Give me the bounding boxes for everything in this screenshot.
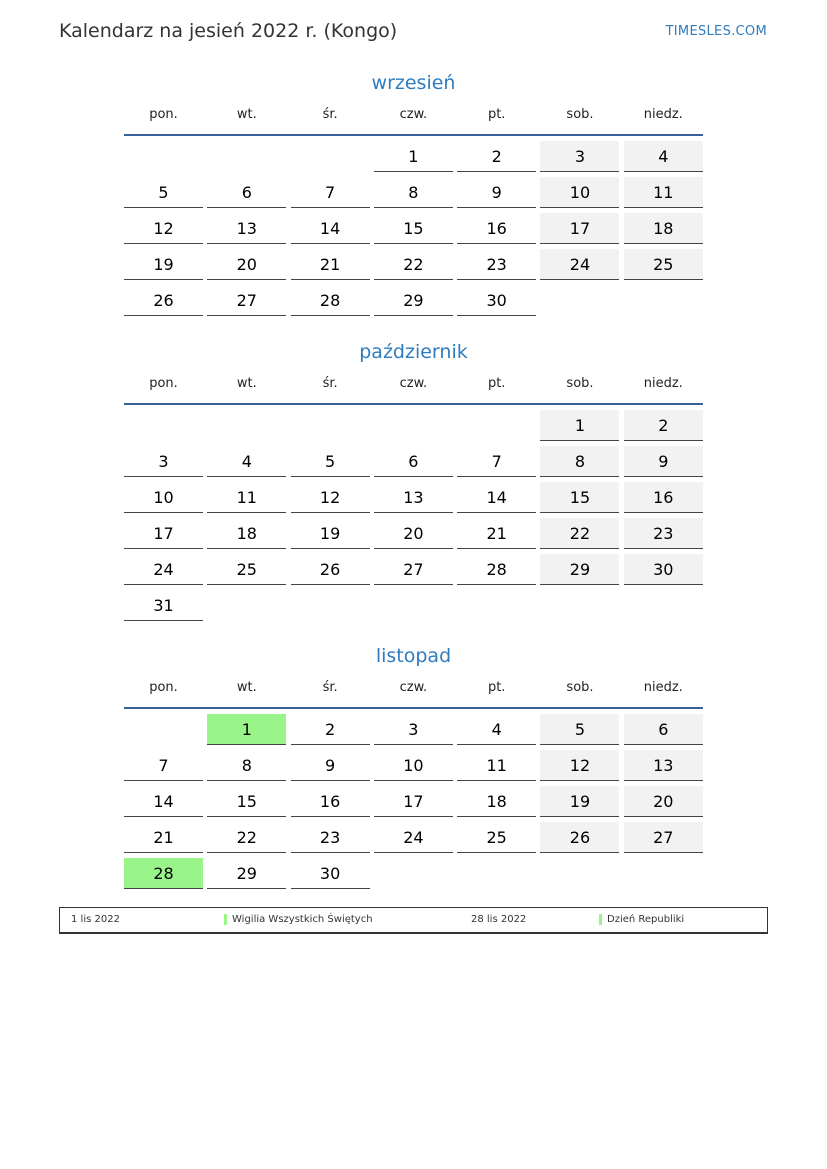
weekday-label: śr. [322, 107, 338, 122]
day-cell: 7 [291, 177, 370, 208]
weekday-label: pt. [487, 376, 506, 391]
day-cell: 13 [207, 213, 286, 244]
days-grid [124, 141, 703, 316]
day-cell: 8 [540, 446, 619, 477]
empty-cell [207, 141, 286, 172]
month-november [124, 643, 703, 889]
day-cell: 8 [207, 750, 286, 781]
day-cell: 23 [624, 518, 703, 549]
day-cell: 5 [291, 446, 370, 477]
day-cell: 10 [540, 177, 619, 208]
day-cell: 22 [540, 518, 619, 549]
weekday-label: pt. [487, 107, 506, 122]
day-cell: 4 [207, 446, 286, 477]
weekday-header [124, 679, 703, 709]
day-cell: 25 [207, 554, 286, 585]
day-cell: 26 [291, 554, 370, 585]
weekday-label: pon. [149, 680, 178, 695]
day-cell: 24 [124, 554, 203, 585]
day-cell: 17 [540, 213, 619, 244]
empty-cell [291, 410, 370, 441]
day-cell: 26 [124, 285, 203, 316]
day-cell: 9 [457, 177, 536, 208]
day-cell: 9 [624, 446, 703, 477]
legend-date-2: 28 lis 2022 [471, 914, 527, 925]
day-cell: 29 [207, 858, 286, 889]
day-cell: 29 [374, 285, 453, 316]
day-cell: 3 [540, 141, 619, 172]
day-cell: 22 [374, 249, 453, 280]
day-cell: 20 [624, 786, 703, 817]
weekday-label: sob. [566, 107, 594, 122]
day-cell: 12 [540, 750, 619, 781]
empty-cell [374, 410, 453, 441]
day-cell: 6 [374, 446, 453, 477]
month-title: listopad [375, 645, 452, 667]
weekday-label: czw. [399, 680, 428, 695]
legend-color-marker-1 [224, 914, 227, 925]
day-cell: 30 [624, 554, 703, 585]
day-cell: 28 [291, 285, 370, 316]
weekday-label: sob. [566, 680, 594, 695]
day-cell: 21 [124, 822, 203, 853]
weekday-label: śr. [322, 680, 338, 695]
holiday-legend [59, 907, 768, 934]
empty-cell [124, 410, 203, 441]
day-cell: 13 [624, 750, 703, 781]
weekday-label: niedz. [643, 376, 683, 391]
weekday-label: niedz. [643, 107, 683, 122]
month-title: październik [359, 341, 468, 363]
month-title: wrzesień [371, 72, 456, 94]
day-cell: 11 [457, 750, 536, 781]
day-cell: 19 [124, 249, 203, 280]
empty-cell [124, 141, 203, 172]
day-cell: 9 [291, 750, 370, 781]
day-cell: 10 [124, 482, 203, 513]
weekday-label: sob. [566, 376, 594, 391]
weekday-label: śr. [322, 376, 338, 391]
month-september [124, 70, 703, 316]
day-cell: 17 [374, 786, 453, 817]
day-cell: 15 [374, 213, 453, 244]
weekday-label: pon. [149, 107, 178, 122]
weekday-label: wt. [236, 680, 257, 695]
page-title: Kalendarz na jesień 2022 r. (Kongo) [59, 20, 398, 42]
day-cell: 19 [291, 518, 370, 549]
day-cell: 14 [291, 213, 370, 244]
day-cell: 24 [540, 249, 619, 280]
day-cell: 20 [207, 249, 286, 280]
day-cell: 2 [291, 714, 370, 745]
holiday-day-cell: 28 [124, 858, 203, 889]
holiday-day-cell: 1 [207, 714, 286, 745]
day-cell: 14 [124, 786, 203, 817]
day-cell: 7 [457, 446, 536, 477]
day-cell: 20 [374, 518, 453, 549]
day-cell: 19 [540, 786, 619, 817]
day-cell: 22 [207, 822, 286, 853]
day-cell: 10 [374, 750, 453, 781]
day-cell: 13 [374, 482, 453, 513]
day-cell: 8 [374, 177, 453, 208]
day-cell: 28 [457, 554, 536, 585]
day-cell: 1 [540, 410, 619, 441]
legend-date-1: 1 lis 2022 [71, 914, 120, 925]
day-cell: 23 [457, 249, 536, 280]
weekday-label: niedz. [643, 680, 683, 695]
day-cell: 15 [540, 482, 619, 513]
days-grid [124, 410, 703, 621]
day-cell: 3 [124, 446, 203, 477]
day-cell: 27 [374, 554, 453, 585]
day-cell: 25 [457, 822, 536, 853]
empty-cell [124, 714, 203, 745]
day-cell: 16 [291, 786, 370, 817]
day-cell: 5 [124, 177, 203, 208]
weekday-header [124, 375, 703, 405]
day-cell: 17 [124, 518, 203, 549]
site-link[interactable]: TIMESLES.COM [665, 24, 767, 39]
day-cell: 27 [624, 822, 703, 853]
day-cell: 26 [540, 822, 619, 853]
day-cell: 29 [540, 554, 619, 585]
day-cell: 21 [457, 518, 536, 549]
weekday-label: czw. [399, 107, 428, 122]
day-cell: 5 [540, 714, 619, 745]
empty-cell [207, 410, 286, 441]
days-grid [124, 714, 703, 889]
day-cell: 18 [624, 213, 703, 244]
weekday-header [124, 106, 703, 136]
day-cell: 31 [124, 590, 203, 621]
day-cell: 21 [291, 249, 370, 280]
weekday-label: wt. [236, 376, 257, 391]
day-cell: 24 [374, 822, 453, 853]
day-cell: 2 [457, 141, 536, 172]
day-cell: 18 [457, 786, 536, 817]
day-cell: 30 [457, 285, 536, 316]
weekday-label: czw. [399, 376, 428, 391]
day-cell: 23 [291, 822, 370, 853]
day-cell: 2 [624, 410, 703, 441]
day-cell: 4 [457, 714, 536, 745]
month-october [124, 339, 703, 621]
day-cell: 7 [124, 750, 203, 781]
day-cell: 27 [207, 285, 286, 316]
empty-cell [457, 410, 536, 441]
day-cell: 12 [124, 213, 203, 244]
day-cell: 15 [207, 786, 286, 817]
day-cell: 16 [624, 482, 703, 513]
legend-name-2: Dzień Republiki [607, 914, 685, 925]
day-cell: 6 [207, 177, 286, 208]
day-cell: 11 [207, 482, 286, 513]
day-cell: 11 [624, 177, 703, 208]
day-cell: 14 [457, 482, 536, 513]
day-cell: 12 [291, 482, 370, 513]
day-cell: 6 [624, 714, 703, 745]
day-cell: 18 [207, 518, 286, 549]
weekday-label: wt. [236, 107, 257, 122]
day-cell: 16 [457, 213, 536, 244]
legend-color-marker-2 [599, 914, 602, 925]
empty-cell [291, 141, 370, 172]
day-cell: 30 [291, 858, 370, 889]
day-cell: 4 [624, 141, 703, 172]
weekday-label: pon. [149, 376, 178, 391]
day-cell: 25 [624, 249, 703, 280]
day-cell: 3 [374, 714, 453, 745]
weekday-label: pt. [487, 680, 506, 695]
day-cell: 1 [374, 141, 453, 172]
legend-name-1: Wigilia Wszystkich Świętych [232, 914, 373, 925]
